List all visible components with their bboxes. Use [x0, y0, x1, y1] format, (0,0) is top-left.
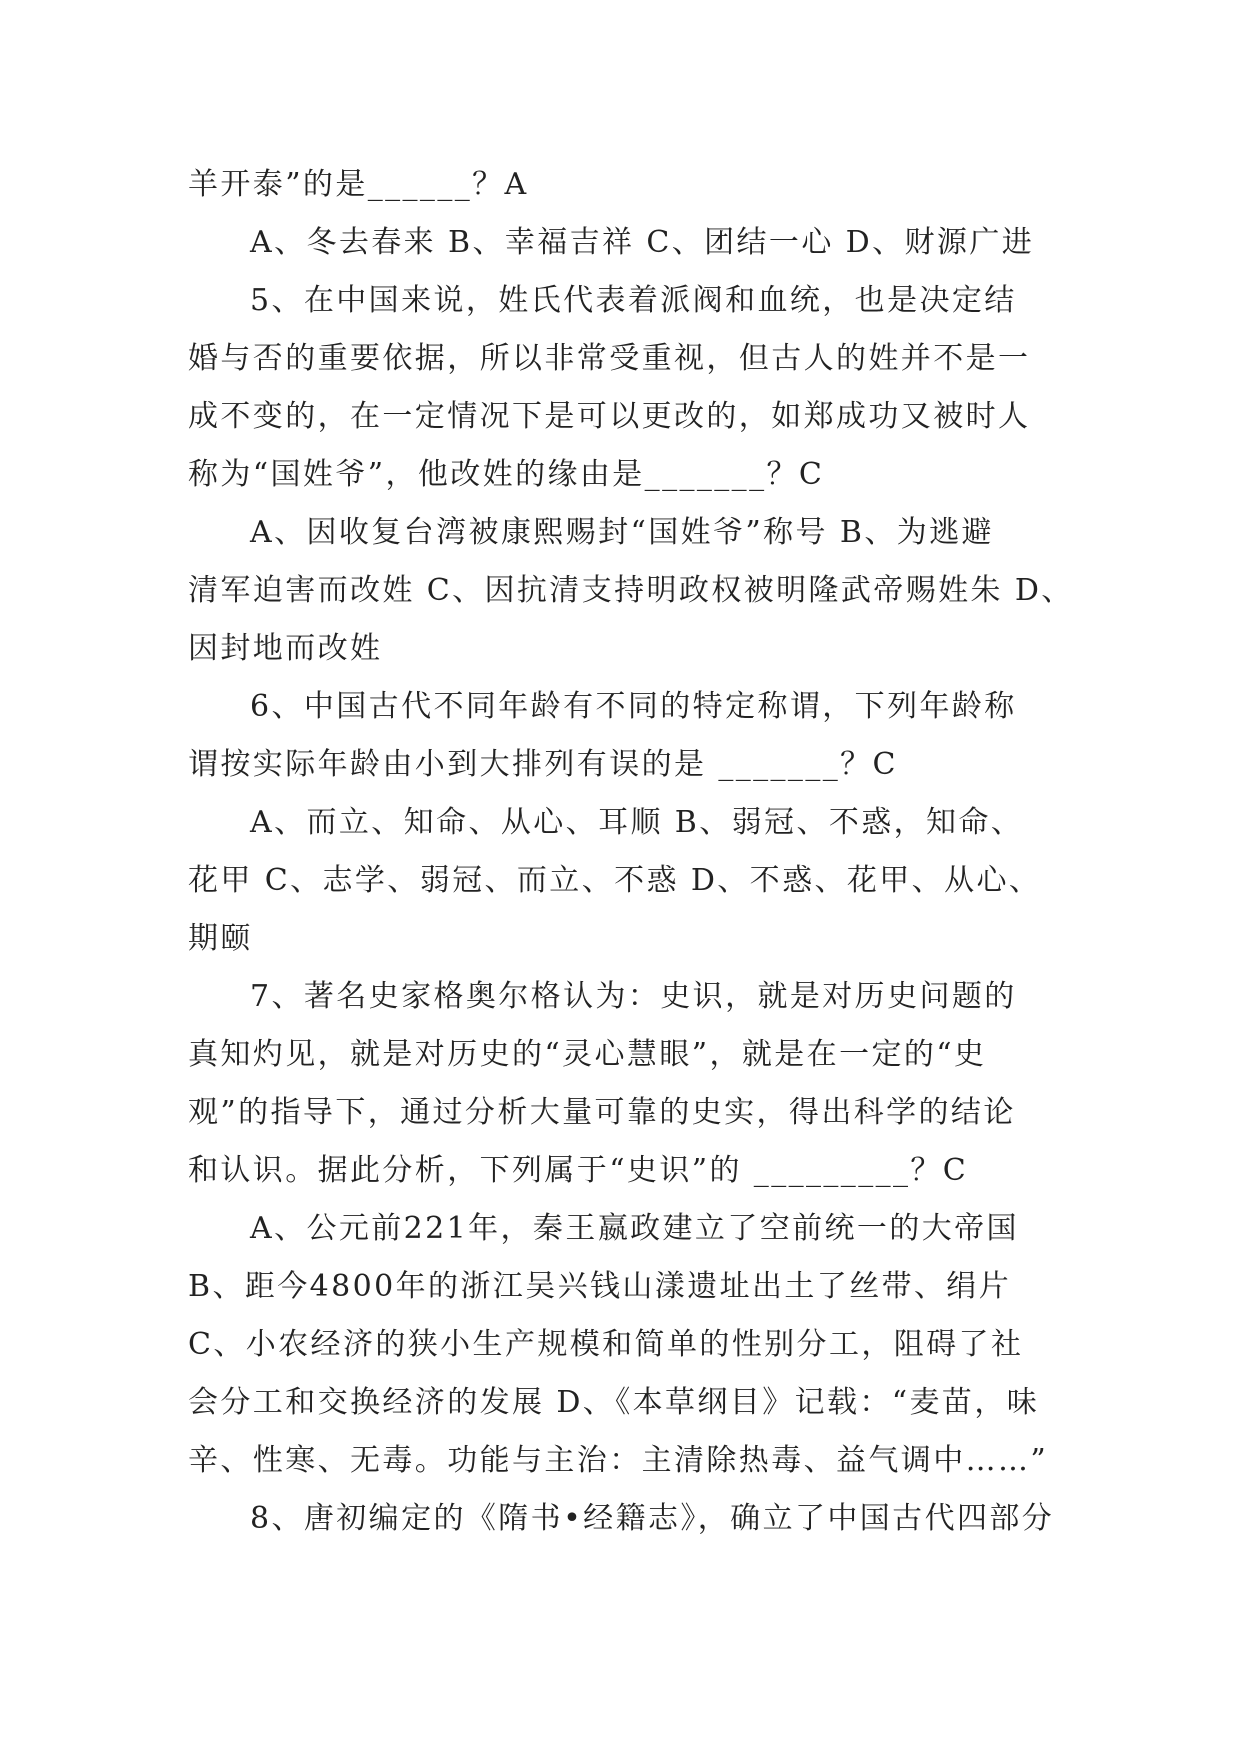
text-line: 5、在中国来说，姓氏代表着派阀和血统，也是决定结 — [250, 283, 1017, 318]
text-line: A、冬去春来 B、幸福吉祥 C、团结一心 D、财源广进 — [250, 225, 1035, 260]
text-line: 和认识。据此分析，下列属于“史识”的 _________？C — [188, 1153, 969, 1188]
text-line: 清军迫害而改姓 C、因抗清支持明政权被明隆武帝赐姓朱 D、 — [188, 573, 1074, 608]
text-line: 婚与否的重要依据，所以非常受重视，但古人的姓并不是一 — [188, 341, 1031, 376]
text-line: A、公元前221年，秦王嬴政建立了空前统一的大帝国 — [250, 1211, 1019, 1246]
text-line: B、距今4800年的浙江吴兴钱山漾遗址出土了丝带、绢片 — [188, 1269, 1012, 1304]
text-line: 称为“国姓爷”，他改姓的缘由是_______？C — [188, 457, 825, 492]
text-line: 羊开泰”的是______？A — [188, 167, 529, 202]
text-line: C、小农经济的狭小生产规模和简单的性别分工，阻碍了社 — [188, 1327, 1024, 1362]
text-line: 8、唐初编定的《隋书•经籍志》，确立了中国古代四部分 — [250, 1501, 1055, 1536]
text-line: 谓按实际年龄由小到大排列有误的是 _______？C — [188, 747, 898, 782]
text-line: 因封地而改姓 — [188, 631, 383, 666]
text-line: A、因收复台湾被康熙赐封“国姓爷”称号 B、为逃避 — [250, 515, 994, 550]
text-line: 6、中国古代不同年龄有不同的特定称谓，下列年龄称 — [250, 689, 1017, 724]
text-line: 花甲 C、志学、弱冠、而立、不惑 D、不惑、花甲、从心、 — [188, 863, 1042, 898]
text-line: 真知灼见，就是对历史的“灵心慧眼”，就是在一定的“史 — [188, 1037, 987, 1072]
text-line: 7、著名史家格奥尔格认为：史识，就是对历史问题的 — [250, 979, 1017, 1014]
text-line: 期颐 — [188, 921, 253, 956]
text-line: 会分工和交换经济的发展 D、《本草纲目》记载：“麦苗，味 — [188, 1385, 1040, 1420]
text-line: 成不变的，在一定情况下是可以更改的，如郑成功又被时人 — [188, 399, 1031, 434]
text-line: 观”的指导下，通过分析大量可靠的史实，得出科学的结论 — [188, 1095, 1016, 1130]
text-line: 辛、性寒、无毒。功能与主治：主清除热毒、益气调中……” — [188, 1443, 1049, 1478]
text-line: A、而立、知命、从心、耳顺 B、弱冠、不惑，知命、 — [250, 805, 1024, 840]
